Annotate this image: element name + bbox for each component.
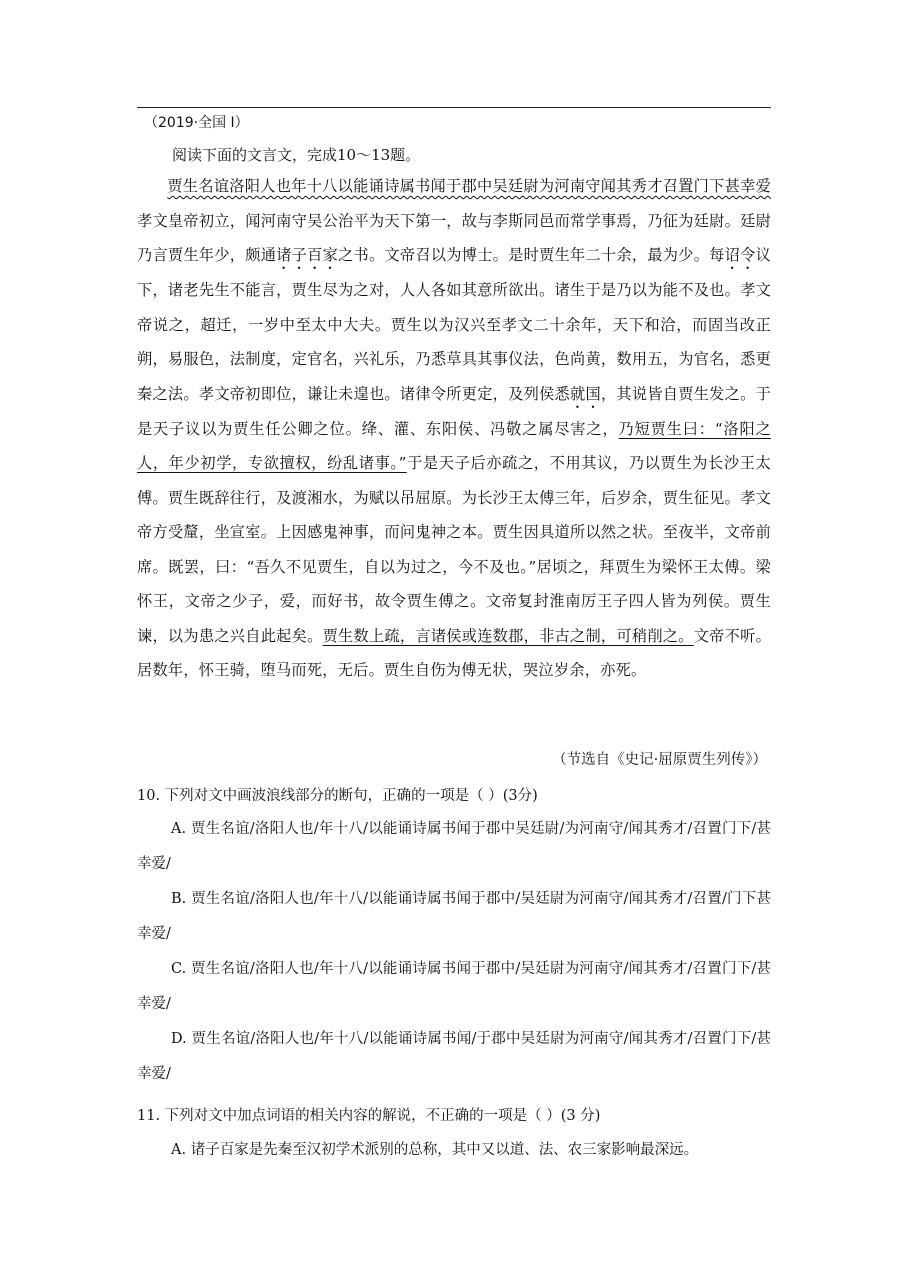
passage-segment: 文帝不听。居数年，怀王骑，堕马而死，无后。贾生自伤为傅无状，哭泣岁余，亦死。 xyxy=(137,626,772,679)
passage-text xyxy=(137,169,771,688)
passage-segment: ，其说皆自贾生发之。于是天子议以为贾生任公卿之位。绛、灌、东阳侯、冯敬之属尽害之， xyxy=(137,384,772,438)
passage-segment: 议下，诸老先生不能言，贾生尽为之对，人人各如其意所欲出。诸生于是乃以为能不及也。孝文帝说之，超迁，一岁中至太中大夫。贾生以为汉兴至孝文二十余年，天下和洽，而固当改正朔，易服色，法制度，定官名，兴礼乐，乃悉草具其事仪法，色尚黄，数用五，为官名，悉更秦之法。孝文帝初即位，谦让未遑也。诸律令所更定，及列侯悉 xyxy=(137,246,772,403)
question-10-option-c: C. 贾生名谊/洛阳人也/年十八/以能诵诗属书闻于郡中/吴廷尉为河南守/闻其秀才/召置门下/甚幸爱/ xyxy=(137,961,771,1012)
question-11-option-a: A. 诸子百家是先秦至汉初学术派别的总称，其中又以道、法、农三家影响最深远。 xyxy=(171,1142,699,1158)
top-rule xyxy=(137,107,771,108)
passage-segment: 于是天子后亦疏之，不用其议，乃以贾生为长沙王太傅。贾生既辞往行，及渡湘水，为赋以吊屈原。为长沙王太傅三年，后岁余，贾生征见。孝文帝方受釐，坐宣室。上因感鬼神事，而问鬼神之本。贾生因具道所以然之状。至夜半，文帝前席。既罢，曰：“吾久不见贾生，自以为过之，今不及也。”居顷之，拜贾生为梁怀王太傅。梁怀王，文帝之少子，爱，而好书，故令贾生傅之。文帝复封淮南厉王子四人皆为列侯。贾生谏，以为患之兴自此起矣。 xyxy=(137,454,771,645)
dotted-term-zhaoling: 诏令 xyxy=(724,246,756,264)
question-11-stem: 11. 下列对文中加点词语的相关内容的解说，不正确的一项是（ ）(3 分) xyxy=(137,1108,601,1124)
question-10-option-d: D. 贾生名谊/洛阳人也/年十八/以能诵诗属书闻/于郡中吴廷尉为河南守/闻其秀才/召置门下/甚幸爱/ xyxy=(137,1031,771,1082)
passage-segment: 孝文皇帝初立，闻河南守吴公治平为天下第一，故与李斯同邑而常学事焉，乃征为廷尉。廷尉乃言贾生年少，颇通 xyxy=(137,211,771,264)
question-10-option-a: A. 贾生名谊/洛阳人也/年十八/以能诵诗属书闻于郡中吴廷尉/为河南守/闻其秀才/召置门下/甚幸爱/ xyxy=(137,821,771,872)
instructions: 阅读下面的文言文，完成10～13题。 xyxy=(172,146,421,164)
wavy-underlined-segment: 贾生名谊洛阳人也年十八以能诵诗属书闻于郡中吴廷尉为河南守闻其秀才召置门下甚幸爱 xyxy=(167,177,771,195)
underlined-sentence-2: 贾生数上疏，言诸侯或连数郡，非古之制，可稍削之。 xyxy=(322,626,694,645)
question-10-option-b: B. 贾生名谊/洛阳人也/年十八/以能诵诗属书闻于郡中/吴廷尉为河南守/闻其秀才/召置/门下甚幸爱/ xyxy=(137,891,771,942)
underlined-sentence-1: 乃短贾生曰：“洛阳之人，年少初学，专欲擅权，纷乱诸事。” xyxy=(137,419,772,472)
passage-segment: 之书。文帝召以为博士。是时贾生年二十余，最为少。每 xyxy=(338,246,725,264)
dotted-term-jiuguo: 就国 xyxy=(570,384,601,403)
dotted-term-zhuzibaijia: 诸子百家 xyxy=(276,246,339,264)
question-10-stem: 10. 下列对文中画波浪线部分的断句，正确的一项是（ ）(3分) xyxy=(137,788,538,804)
passage-source: （节选自《史记·屈原贾生列传》） xyxy=(552,752,767,768)
source-tag: （2019·全国 I） xyxy=(144,115,249,131)
